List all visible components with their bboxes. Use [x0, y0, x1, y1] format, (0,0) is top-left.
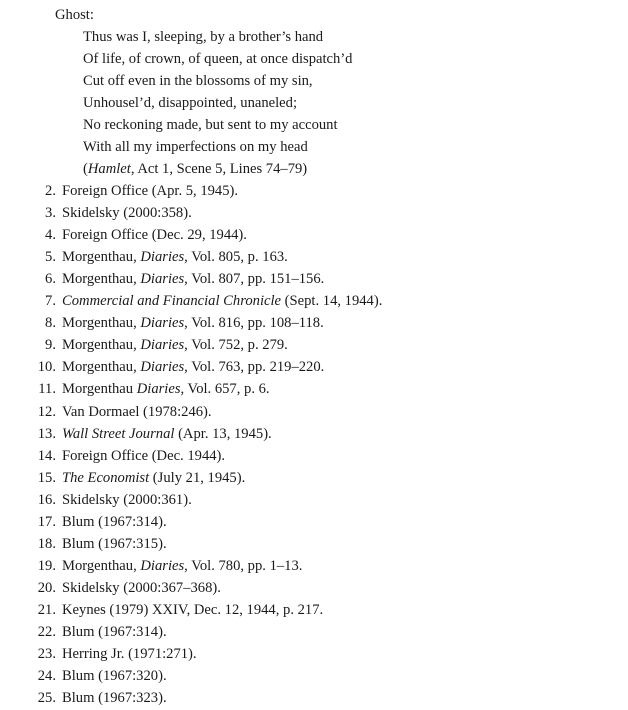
note-text-post: (Apr. 13, 1945). — [174, 425, 272, 442]
note-item — [34, 621, 167, 643]
note-item — [34, 378, 270, 400]
note-text-pre: Skidelsky (2000:361). — [62, 491, 192, 508]
note-item — [34, 356, 324, 378]
note-text-pre: Van Dormael (1978:246). — [62, 403, 212, 420]
note-number: 12. — [37, 403, 56, 420]
note-number: 13. — [37, 425, 56, 442]
note-text-ital: Diaries — [140, 271, 185, 288]
note-item — [34, 268, 324, 290]
note-text-pre: Foreign Office (Apr. 5, 1945). — [62, 183, 239, 199]
note-text-pre: Morgenthau, — [62, 557, 141, 574]
note-item — [34, 467, 245, 489]
note-text-ital: Wall Street Journal — [62, 425, 175, 442]
note-text-pre: Morgenthau, — [62, 359, 141, 376]
note-item — [34, 224, 247, 246]
note-text-pre: Morgenthau, — [62, 337, 141, 354]
note-text-post: , Vol. 805, p. 163. — [184, 249, 288, 266]
note-text-pre: Blum (1967:314). — [62, 513, 167, 530]
note-item — [34, 643, 197, 665]
note-item — [34, 246, 288, 268]
note-number: 24. — [37, 668, 56, 685]
note-text-pre: Morgenthau, — [62, 315, 141, 332]
note-number: 11. — [38, 381, 56, 398]
note-text-post: , Vol. 752, p. 279. — [184, 337, 288, 354]
note-number: 15. — [37, 469, 56, 486]
epigraph-line: Cut off even in the blossoms of my sin, — [83, 73, 313, 89]
note-item — [34, 511, 167, 533]
note-number: 9. — [45, 337, 56, 354]
note-item — [34, 687, 167, 709]
note-number: 16. — [37, 491, 56, 508]
note-number: 14. — [37, 447, 56, 464]
citation-work: Hamlet — [87, 161, 131, 177]
note-number: 8. — [45, 315, 56, 332]
note-item — [34, 202, 192, 224]
epigraph-line: With all my imperfections on my head — [83, 139, 308, 155]
note-number: 25. — [37, 690, 56, 707]
note-item — [34, 533, 167, 555]
note-text-pre: Morgenthau, — [62, 271, 141, 288]
epigraph-line: Thus was I, sleeping, by a brother’s hand — [83, 29, 324, 45]
note-item — [34, 401, 212, 423]
note-number: 22. — [37, 624, 56, 640]
citation-open: ( — [83, 161, 88, 177]
note-text-pre: Blum (1967:323). — [62, 690, 167, 707]
citation-rest: , Act 1, Scene 5, Lines 74–79) — [130, 161, 308, 177]
note-item — [34, 290, 382, 312]
note-text-post: , Vol. 780, pp. 1–13. — [184, 557, 303, 574]
note-text-post: , Vol. 807, pp. 151–156. — [184, 271, 325, 288]
note-text-pre: Keynes (1979) XXIV, Dec. 12, 1944, p. 217. — [62, 601, 324, 618]
note-text-pre: Skidelsky (2000:358). — [62, 205, 192, 222]
note-item — [34, 665, 167, 687]
note-number: 7. — [45, 293, 56, 310]
note-number: 3. — [45, 205, 56, 222]
note-text-ital: The Economist — [62, 469, 150, 486]
note-item — [34, 423, 272, 445]
note-text-pre: Herring Jr. (1971:271). — [62, 646, 197, 663]
note-text-post: (Sept. 14, 1944). — [281, 293, 383, 310]
note-number: 10. — [37, 359, 56, 376]
note-text-ital: Diaries — [140, 337, 185, 354]
note-number: 19. — [37, 557, 56, 574]
note-item — [34, 334, 288, 356]
note-number: 2. — [45, 183, 56, 199]
note-text-ital: Diaries — [140, 359, 185, 376]
note-item — [34, 555, 302, 577]
note-number: 17. — [37, 513, 56, 530]
note-item — [34, 489, 192, 511]
note-item — [34, 577, 221, 599]
note-text-ital: Diaries — [140, 249, 185, 266]
note-text-pre: Foreign Office (Dec. 29, 1944). — [62, 227, 247, 244]
note-text-pre: Blum (1967:314). — [62, 624, 167, 640]
note-text-pre: Blum (1967:320). — [62, 668, 167, 685]
epigraph-speaker: Ghost: — [55, 7, 94, 23]
note-item — [34, 445, 225, 467]
epigraph-line: No reckoning made, but sent to my account — [83, 117, 338, 133]
note-text-pre: Foreign Office (Dec. 1944). — [62, 447, 226, 464]
note-item — [34, 599, 323, 621]
note-item — [34, 180, 238, 202]
note-number: 20. — [37, 579, 56, 596]
note-text-ital: Diaries — [140, 557, 185, 574]
epigraph-citation — [83, 158, 307, 180]
note-text-pre: Blum (1967:315). — [62, 535, 167, 552]
epigraph-line: Unhousel’d, disappointed, unaneled; — [83, 95, 297, 111]
note-text-post: (July 21, 1945). — [149, 469, 246, 486]
note-number: 23. — [37, 646, 56, 663]
note-text-pre: Skidelsky (2000:367–368). — [62, 579, 221, 596]
note-number: 6. — [45, 271, 56, 288]
epigraph-line: Of life, of crown, of queen, at once dispatch’d — [83, 51, 353, 67]
note-number: 18. — [37, 535, 56, 552]
note-text-ital: Commercial and Financial Chronicle — [62, 293, 282, 310]
note-text-post: , Vol. 763, pp. 219–220. — [184, 359, 325, 376]
note-text-ital: Diaries — [136, 381, 181, 398]
note-number: 4. — [45, 227, 56, 244]
note-item — [34, 312, 324, 334]
note-text-pre: Morgenthau — [62, 381, 137, 398]
note-text-pre: Morgenthau, — [62, 249, 141, 266]
note-text-ital: Diaries — [140, 315, 185, 332]
note-text-post: , Vol. 657, p. 6. — [180, 381, 270, 398]
note-text-post: , Vol. 816, pp. 108–118. — [184, 315, 324, 332]
note-number: 21. — [37, 601, 56, 618]
note-number: 5. — [45, 249, 56, 266]
